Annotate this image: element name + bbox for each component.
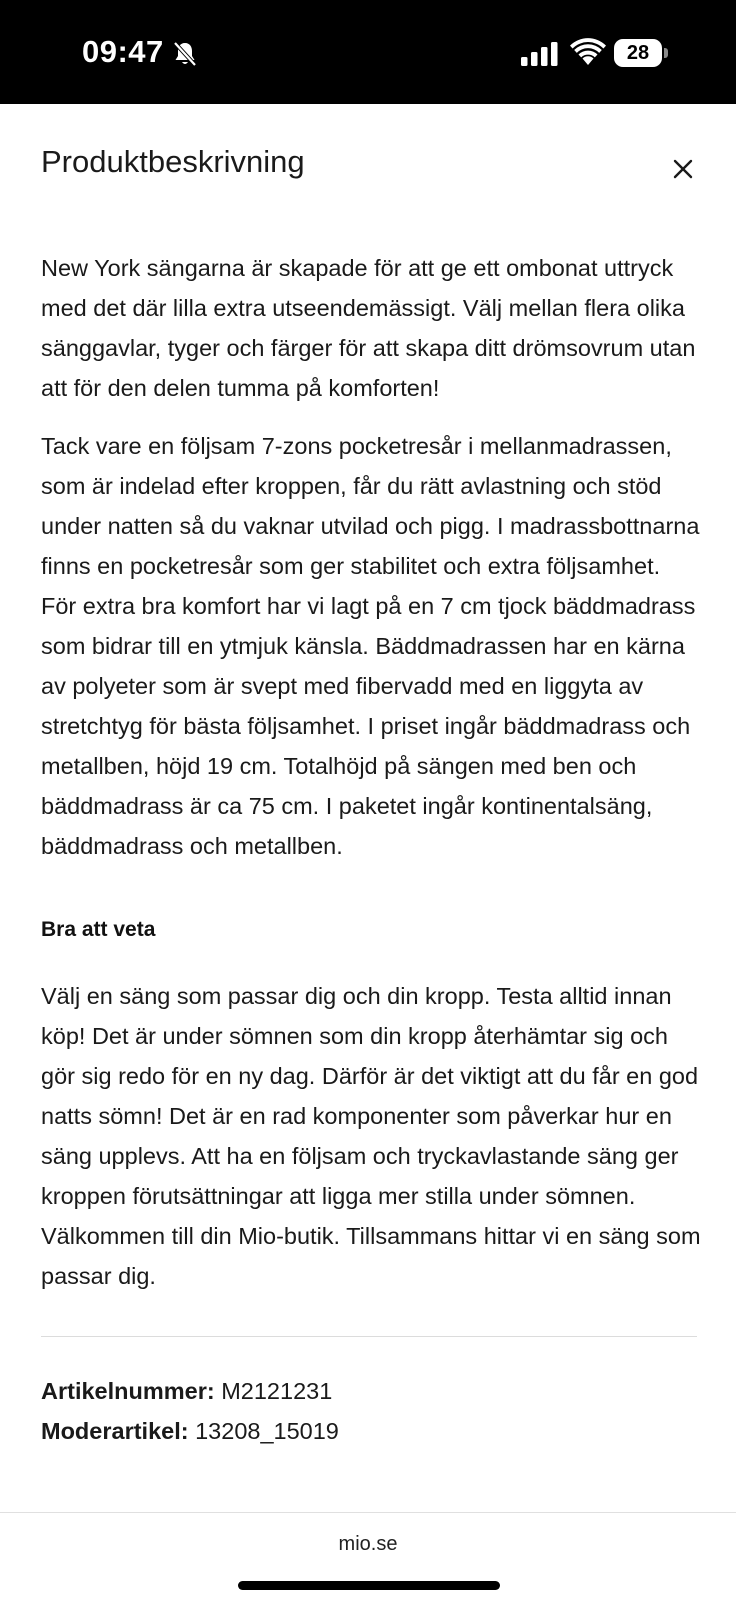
parent-article-label: Moderartikel: [41, 1418, 189, 1444]
good-to-know-text: Välj en säng som passar dig och din kropp. Testa alltid innan köp! Det är under sömnen som din kropp återhämtar sig och gör sig redo för en ny dag. Därför är det viktigt att du får en god natts sömn! Det är en rad komponenter som påverkar hur en säng upplevs. Att ha en följsam och tryckavlastande säng ger kroppen förutsättningar att ligga mer stilla under sömnen. Välkommen till din Mio-butik. Tillsammans hittar vi en säng som passar dig. [41, 983, 701, 1289]
description-paragraph-2: Tack vare en följsam 7-zons pocketresår i mellanmadrassen, som är indelad efter kroppen, får du rätt avlastning och stöd under natten så du vaknar utvilad och pigg. I madrassbottnarna finns en pocketresår som ger stabilitet och extra följsamhet. För extra bra komfort har vi lagt på en 7 cm tjock bäddmadrass som bidrar till en ytmjuk känsla. Bäddmadrassen har en kärna av polyeter som är svept med fibervadd med en liggyta av stretchtyg för bästa följsamhet. I priset ingår bäddmadrass och metallben, höjd 19 cm. Totalhöjd på sängen med ben och bäddmadrass är ca 75 cm. I paketet ingår kontinentalsäng, bäddmadrass och metallben. [41, 433, 700, 859]
article-number-value: M2121231 [221, 1378, 333, 1404]
address-bar[interactable]: mio.se [338, 1533, 398, 1555]
home-indicator[interactable] [238, 1581, 500, 1590]
description-content [41, 248, 701, 1451]
battery-icon [614, 39, 668, 67]
close-icon [664, 150, 702, 188]
battery-cap [664, 48, 668, 58]
status-bar [0, 0, 736, 104]
article-meta [41, 1371, 701, 1451]
description-paragraph-1: New York sängarna är skapade för att ge ett ombonat uttryck med det där lilla extra utseendemässigt. Välj mellan flera olika sänggavlar, tyger och färger för att skapa ditt drömsovrum utan att för den delen tumma på komforten! [41, 255, 696, 401]
good-to-know-heading: Bra att veta [41, 918, 156, 941]
close-button[interactable] [664, 150, 702, 188]
modal-header [0, 104, 736, 224]
wifi-icon [570, 38, 606, 66]
battery-level: 28 [614, 39, 662, 67]
page-title: Produktbeskrivning [41, 144, 305, 179]
cellular-signal-icon [521, 42, 559, 66]
article-number-row [41, 1371, 701, 1411]
parent-article-row [41, 1411, 701, 1451]
bell-slash-icon [172, 40, 198, 68]
browser-bottom-bar [0, 1512, 736, 1600]
divider [41, 1336, 697, 1337]
status-time: 09:47 [82, 34, 164, 69]
parent-article-value: 13208_15019 [195, 1418, 339, 1444]
article-number-label: Artikelnummer: [41, 1378, 215, 1404]
